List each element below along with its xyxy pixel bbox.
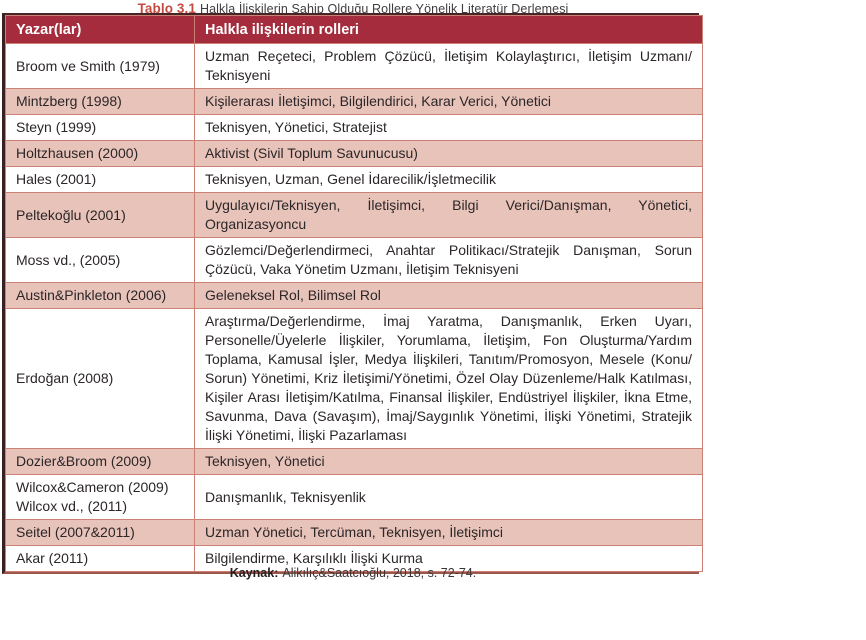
author-cell: Moss vd., (2005)	[6, 238, 195, 283]
roles-cell: Kişilerarası İletişimci, Bilgilendirici, Karar Verici, Yönetici	[195, 89, 703, 115]
table-title-text: Halkla İlişkilerin Sahip Olduğu Rollere Yönelik Literatür Derlemesi	[199, 2, 569, 16]
table-row	[6, 449, 703, 475]
author-cell: Akar (2011)	[6, 546, 195, 572]
table-row	[6, 309, 703, 449]
source-note	[0, 566, 706, 580]
table-number: Tablo 3.1	[137, 1, 196, 16]
source-label: Kaynak:	[229, 566, 279, 580]
roles-cell: Danışmanlık, Teknisyenlik	[195, 475, 703, 520]
roles-cell: Geleneksel Rol, Bilimsel Rol	[195, 283, 703, 309]
roles-cell: Aktivist (Sivil Toplum Savunucusu)	[195, 141, 703, 167]
literature-table-wrapper	[2, 13, 699, 574]
table-row	[6, 238, 703, 283]
table-row	[6, 44, 703, 89]
table-row	[6, 115, 703, 141]
roles-cell: Teknisyen, Yönetici	[195, 449, 703, 475]
column-header-roles: Halkla ilişkilerin rolleri	[195, 16, 703, 44]
table-row	[6, 141, 703, 167]
author-cell: Austin&Pinkleton (2006)	[6, 283, 195, 309]
roles-cell: Uygulayıcı/Teknisyen, İletişimci, Bilgi Verici/Danışman, Yönetici, Organizasyoncu	[195, 193, 703, 238]
table-row	[6, 283, 703, 309]
table-row	[6, 193, 703, 238]
roles-cell: Uzman Yönetici, Tercüman, Teknisyen, İletişimci	[195, 520, 703, 546]
author-cell: Peltekoğlu (2001)	[6, 193, 195, 238]
column-header-author: Yazar(lar)	[6, 16, 195, 44]
header-row	[6, 16, 703, 44]
table-row	[6, 520, 703, 546]
author-cell: Erdoğan (2008)	[6, 309, 195, 449]
roles-cell: Bilgilendirme, Karşılıklı İlişki Kurma	[195, 546, 703, 572]
author-cell: Seitel (2007&2011)	[6, 520, 195, 546]
table-row	[6, 475, 703, 520]
author-cell: Wilcox&Cameron (2009) Wilcox vd., (2011)	[6, 475, 195, 520]
author-cell: Broom ve Smith (1979)	[6, 44, 195, 89]
roles-cell: Teknisyen, Uzman, Genel İdarecilik/İşletmecilik	[195, 167, 703, 193]
literature-table	[5, 15, 703, 572]
roles-cell: Gözlemci/Değerlendirmeci, Anahtar Politikacı/Stratejik Danışman, Sorun Çözücü, Vaka Yönetim Uzmanı, İletişim Teknisyeni	[195, 238, 703, 283]
author-cell: Hales (2001)	[6, 167, 195, 193]
roles-cell: Araştırma/Değerlendirme, İmaj Yaratma, Danışmanlık, Erken Uyarı, Personelle/Üyelerle İlişkiler, Yorumlama, İletişim, Fon Oluşturma/Yardım Toplama, Kamusal İşler, Medya İlişkileri, Tanıtım/Promosyon, Mesele (Konu/​Sorun) Yönetimi, Kriz İletişimi/Yönetimi, Özel Olay Düzenleme/Halk Katılması, Kişiler Arası İletişim/Katılma, Finansal İlişkiler, Endüstriyel İlişkiler, İkna Etme, Savunma, Dava (Savaşım), İmaj/Saygınlık Yönetimi, İlişki Yönetimi, Stratejik İlişki Yönetimi, İlişki Pazarlaması	[195, 309, 703, 449]
source-text: Alikılıç&Saatcıoğlu, 2018, s. 72-74.	[282, 566, 477, 580]
roles-cell: Uzman Reçeteci, Problem Çözücü, İletişim Kolaylaştırıcı, İletişim Uzmanı/​Teknisyeni	[195, 44, 703, 89]
author-cell: Steyn (1999)	[6, 115, 195, 141]
table-row	[6, 89, 703, 115]
author-cell: Mintzberg (1998)	[6, 89, 195, 115]
author-cell: Dozier&Broom (2009)	[6, 449, 195, 475]
table-row	[6, 167, 703, 193]
roles-cell: Teknisyen, Yönetici, Stratejist	[195, 115, 703, 141]
author-cell: Holtzhausen (2000)	[6, 141, 195, 167]
